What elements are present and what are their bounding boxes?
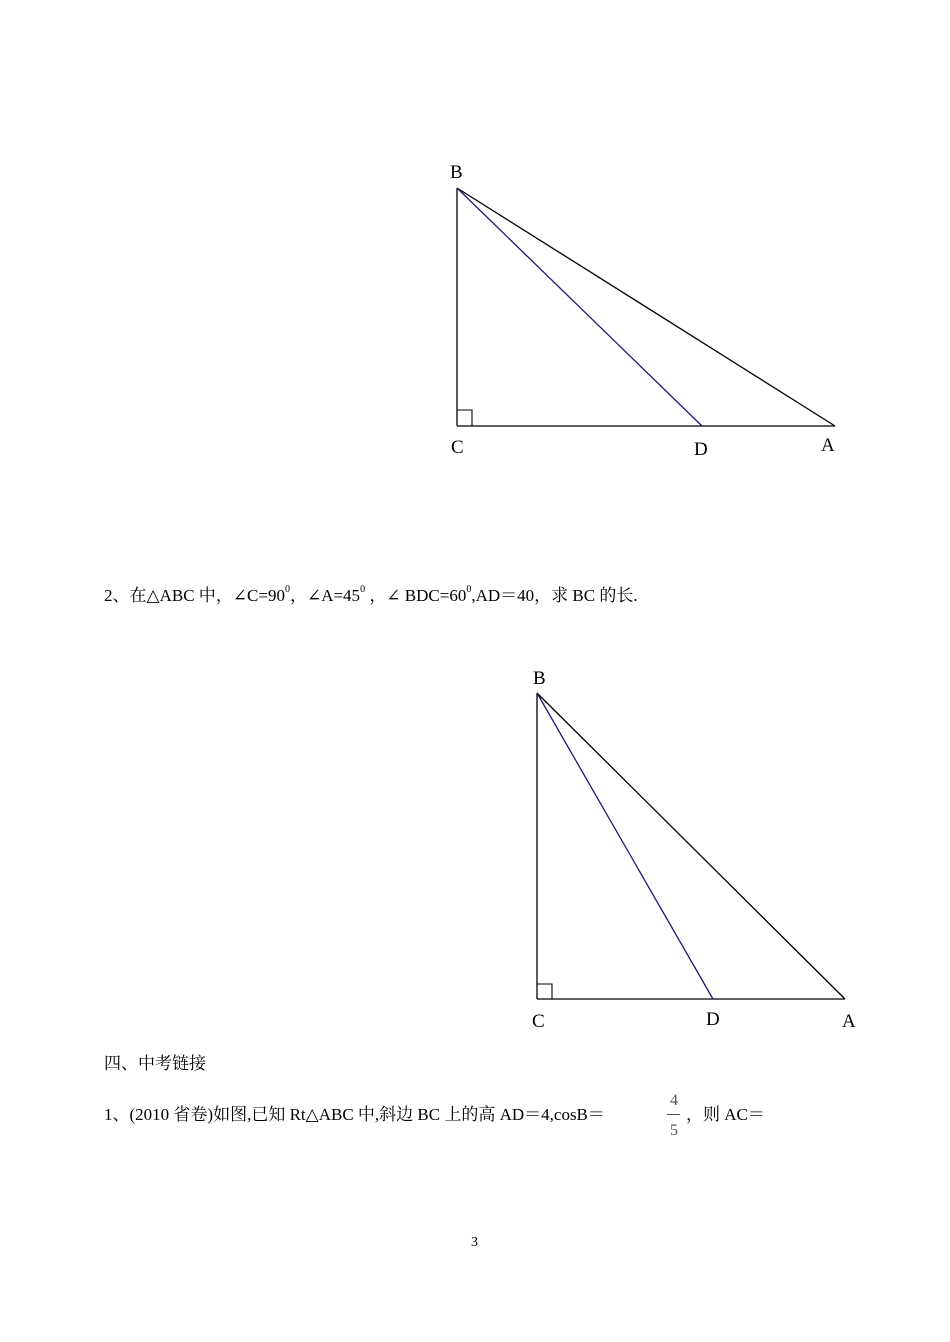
problem-2-sup-3: 0	[466, 584, 472, 595]
problem-2-sup-1: 0	[284, 584, 290, 595]
fig2-label-a: A	[842, 1012, 856, 1028]
fig1-label-c: C	[451, 437, 464, 458]
fig1-label-d: D	[694, 440, 708, 456]
problem-2-number: 2、	[104, 586, 130, 605]
problem-2-text-4: ,AD＝40，求 BC 的长.	[471, 586, 638, 605]
fig1-label-a: A	[821, 435, 835, 456]
fig2-segment-bd	[537, 693, 713, 999]
problem-2-text-2: ，∠A=45	[289, 586, 361, 605]
problem-z1-text-after: ，则 AC＝	[686, 1105, 765, 1124]
fig2-label-d: D	[706, 1009, 720, 1030]
problem-2-text-1: 在△ABC 中，∠C=90	[129, 586, 285, 605]
fig1-label-b: B	[450, 162, 463, 183]
problem-z1-text-before: 1、(2010 省卷)如图,已知 Rt△ABC 中,斜边 BC 上的高 AD＝4,cosB＝	[104, 1105, 605, 1124]
page-number: 3	[471, 1235, 478, 1250]
problem-2-text-3: ，∠ BDC=60	[365, 586, 467, 605]
problem-z1-fraction-denominator: 5	[670, 1122, 678, 1139]
problem-z1-fraction-bar	[667, 1114, 680, 1115]
fig2-side-ab	[537, 693, 845, 999]
section-4-title: 四、中考链接	[104, 1054, 206, 1073]
fig2-right-angle-mark	[537, 984, 552, 999]
problem-2-sup-2: 0	[360, 584, 366, 595]
fig2-label-b: B	[533, 668, 546, 689]
fig2-label-c: C	[532, 1012, 545, 1028]
problem-z1-fraction-numerator: 4	[670, 1092, 678, 1109]
